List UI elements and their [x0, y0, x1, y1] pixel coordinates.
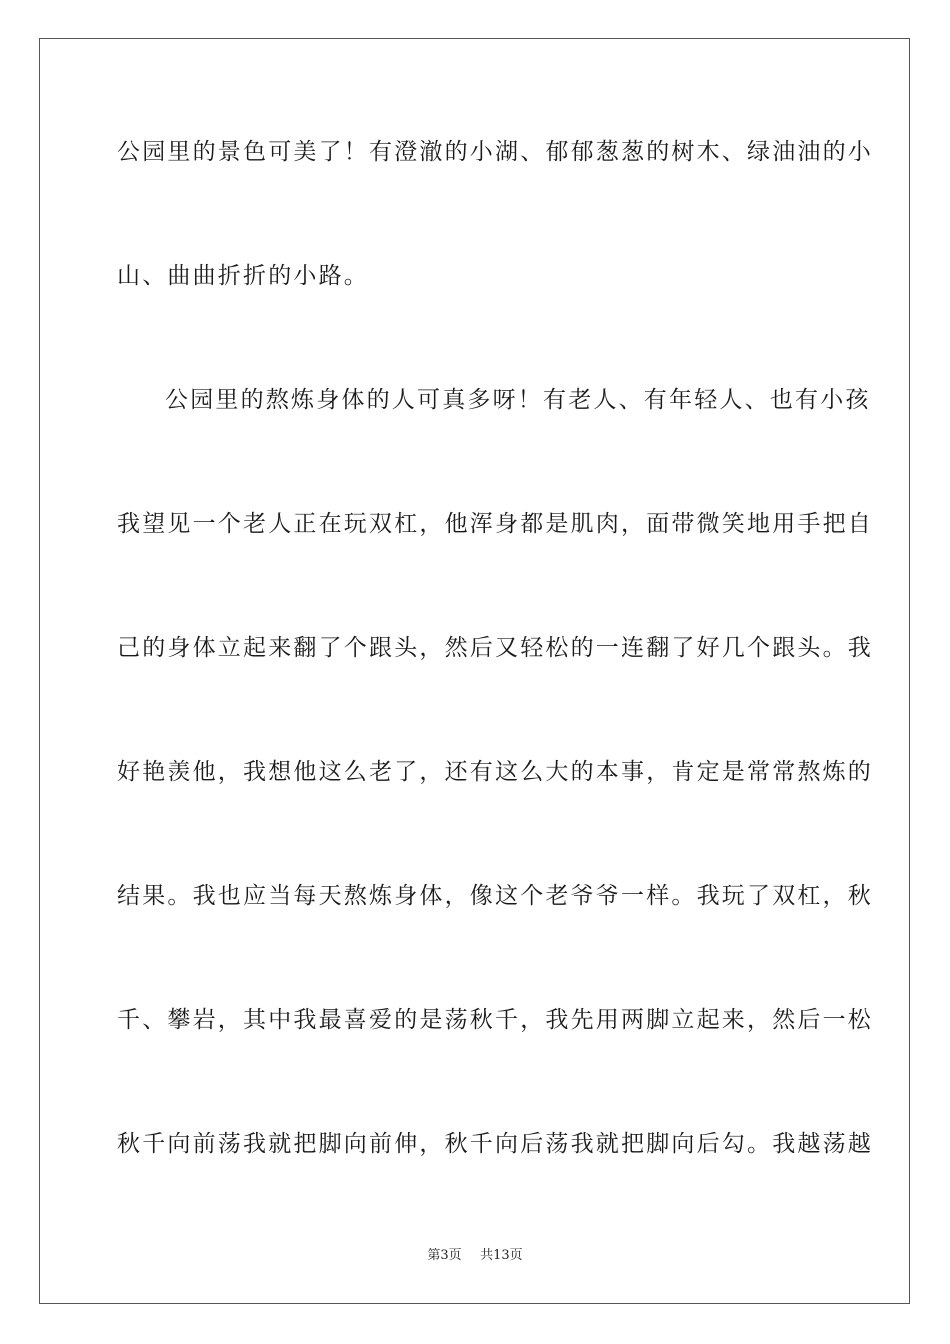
page-frame [39, 38, 910, 1304]
page-total: 共13页 [480, 1248, 523, 1263]
text-line-9: 秋千向前荡我就把脚向前伸，秋千向后荡我就把脚向后勾。我越荡越 [117, 1131, 873, 1157]
text-line-2: 山、曲曲折折的小路。 [117, 263, 369, 289]
text-line-7: 结果。我也应当每天熬炼身体，像这个老爷爷一样。我玩了双杠，秋 [117, 883, 873, 909]
text-line-6: 好艳羡他，我想他这么老了，还有这么大的本事，肯定是常常熬炼的 [117, 759, 873, 785]
page-number: 第3页 [427, 1248, 462, 1263]
page-footer [0, 1247, 950, 1265]
text-line-4: 我望见一个老人正在玩双杠，他浑身都是肌肉，面带微笑地用手把自 [117, 511, 873, 537]
text-line-5: 己的身体立起来翻了个跟头，然后又轻松的一连翻了好几个跟头。我 [117, 635, 873, 661]
text-line-1: 公园里的景色可美了！有澄澈的小湖、郁郁葱葱的树木、绿油油的小 [117, 139, 873, 165]
text-line-3: 公园里的熬炼身体的人可真多呀！有老人、有年轻人、也有小孩 [165, 387, 871, 413]
text-line-8: 千、攀岩，其中我最喜爱的是荡秋千，我先用两脚立起来，然后一松 [117, 1007, 873, 1033]
